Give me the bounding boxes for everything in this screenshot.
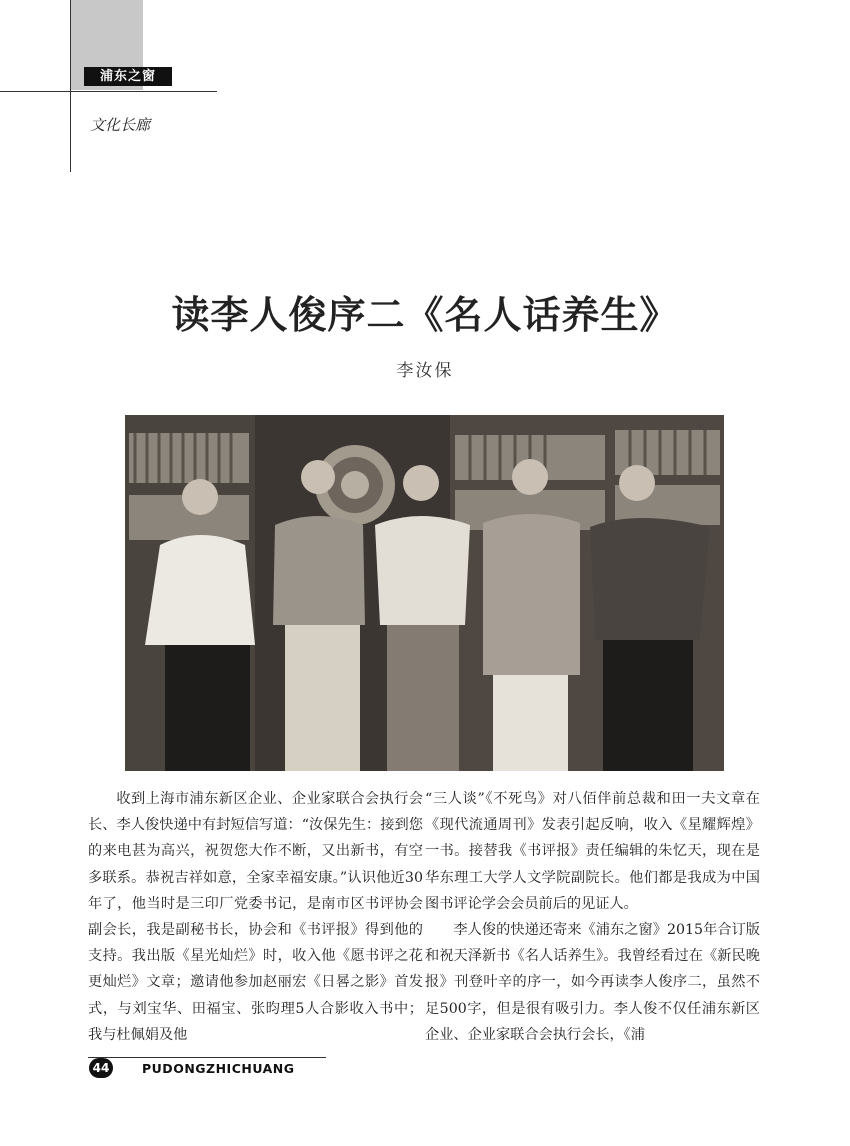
article-author: 李汝保 [396, 361, 454, 381]
article-paragraph: 李人俊的快递还寄来《浦东之窗》2015年合订版和祝天泽新书《名人话养生》。我曾经看过在《新民晚报》刊登叶辛的序一，如今再读李人俊序二，虽然不足500字，但是很有吸引力。李人俊不仅任浦东新区企业、企业家联合会执行会长，《浦 [425, 922, 760, 1043]
article-paragraph-continued: “三人谈”《不死鸟》对八佰伴前总裁和田一夫文章在《现代流通周刊》发表引起反响，收入《星耀辉煌》一书。接替我《书评报》责任编辑的朱忆天，现在是华东理工大学人文学院副院长。他们都是我成为中国图书评论学会会员前后的见证人。 [425, 791, 760, 912]
magazine-tag: 浦东之窗 [84, 67, 172, 86]
header-horizontal-rule [0, 91, 217, 92]
header-vertical-rule [70, 0, 71, 172]
page-number-badge: 44 [89, 1058, 113, 1078]
article-column-left [88, 786, 423, 1048]
section-label: 文化长廊 [90, 116, 151, 134]
footer-rule [88, 1057, 326, 1058]
article-title: 读李人俊序二《名人话养生》 [171, 293, 679, 337]
footer-magazine-name: PUDONGZHICHUANG [142, 1061, 295, 1076]
group-photo [125, 415, 724, 771]
article-column-right [425, 786, 760, 1048]
article-paragraph: 收到上海市浦东新区企业、企业家联合会执行会长、李人俊快递中有封短信写道：“汝保先生：接到您的来电甚为高兴，祝贺您大作不断，又出新书，有空多联系。恭祝吉祥如意，全家幸福安康。”认识他近30年了，他当时是三印厂党委书记，是南市区书评协会副会长，我是副秘书长，协会和《书评报》得到他的支持。我出版《星光灿烂》时，收入他《愿书评之花更灿烂》文章；邀请他参加赵丽宏《日晷之影》首发式，与刘宝华、田福宝、张昀理5人合影收入书中；我与杜佩娟及他 [88, 791, 423, 1043]
